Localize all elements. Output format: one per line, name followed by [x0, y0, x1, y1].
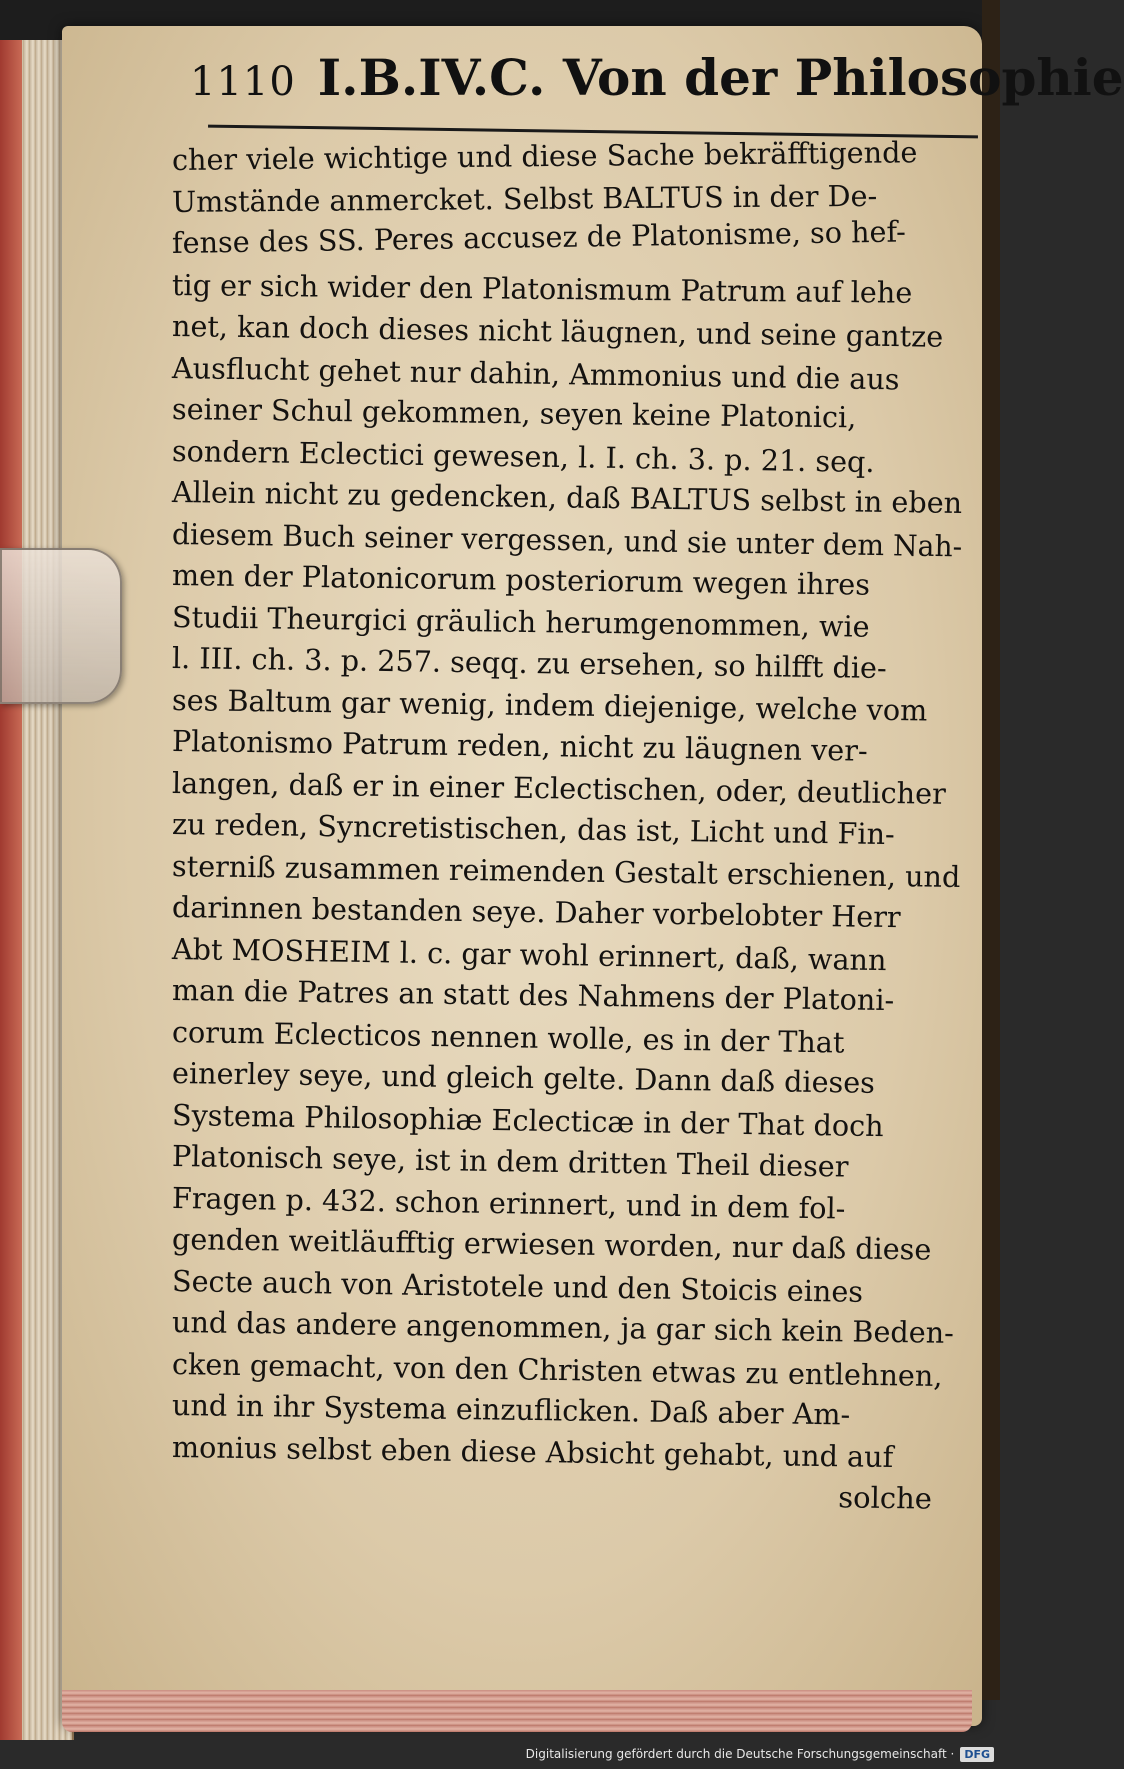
text-line: Abt MOSHEIM l. c. gar wohl erinnert, daß, wann [171, 931, 887, 977]
text-line: net, kan doch dieses nicht läugnen, und seine gantze [171, 309, 944, 354]
credit-text: Digitalisierung gefördert durch die Deutsche Forschungsgemeinschaft · [525, 1747, 955, 1761]
text-line: sterniß zusammen reimenden Gestalt erschienen, und [171, 848, 961, 894]
text-line: tig er sich wider den Platonismum Patrum auf lehe [171, 267, 913, 310]
digitization-credit [526, 1741, 994, 1767]
text-line: und das andere angenommen, ja gar sich kein Beden- [171, 1305, 955, 1350]
body-text [171, 135, 972, 1516]
text-line: darinnen bestanden seye. Daher vorbelobter Herr [171, 890, 901, 935]
text-line: Fragen p. 432. schon erinnert, und in dem fol- [171, 1180, 846, 1226]
text-line: und in ihr Systema einzuflicken. Daß aber Am- [171, 1388, 851, 1432]
book-page-edges-bottom [62, 1690, 972, 1732]
running-header [190, 48, 1124, 126]
text-line: man die Patres an statt des Nahmens der Platoni- [171, 973, 895, 1018]
text-line: einerley seye, und gleich gelte. Dann daß dieses [171, 1056, 876, 1100]
text-line: genden weitläufftig erwiesen worden, nur daß diese [171, 1222, 932, 1267]
text-line: cken gemacht, von den Christen etwas zu entlehnen, [171, 1346, 943, 1393]
text-line: Ausflucht gehet nur dahin, Ammonius und die aus [171, 350, 900, 396]
page-number: 1110 [190, 59, 296, 105]
text-line: solche [838, 1480, 933, 1516]
text-line: corum Eclecticos nennen wolle, es in der That [171, 1014, 845, 1060]
text-line: fense des SS. Peres accusez de Platonisme, so hef- [171, 214, 907, 260]
text-line: Systema Philosophiæ Eclecticæ in der That doch [171, 1097, 884, 1143]
text-line: Studii Theurgici gräulich herumgenommen, wie [171, 599, 870, 644]
text-line: cher viele wichtige und diese Sache bekräfftigende [171, 135, 918, 177]
text-line: diesem Buch seiner vergessen, und sie unter dem Nah- [171, 516, 963, 563]
text-line: zu reden, Syncretistischen, das ist, Licht und Fin- [171, 807, 895, 852]
text-line: Platonisch seye, ist in dem dritten Theil dieser [171, 1139, 849, 1184]
text-line: Umstände anmercket. Selbst BALTUS in der De- [171, 178, 878, 219]
text-line: men der Platonicorum posteriorum wegen ihres [171, 558, 871, 602]
text-line: Secte auch von Aristotele und den Stoicis eines [171, 1263, 864, 1309]
text-line: sondern Eclectici gewesen, l. I. ch. 3. p. 21. seq. [171, 433, 875, 479]
book-spine-right [982, 0, 1000, 1700]
page-holder-clip [0, 548, 122, 704]
text-line: l. III. ch. 3. p. 257. seqq. zu ersehen, so hilfft die- [171, 641, 887, 685]
running-title: I.B.IV.C. Von der Philosophie [317, 48, 1124, 107]
text-line: monius selbst eben diese Absicht gehabt, und auf [171, 1429, 894, 1474]
text-line: ses Baltum gar wenig, indem diejenige, welche vom [171, 682, 928, 728]
text-line: Platonismo Patrum reden, nicht zu läugnen ver- [171, 724, 868, 768]
text-line: Allein nicht zu gedencken, daß BALTUS selbst in eben [171, 475, 963, 521]
text-line: langen, daß er in einer Eclectischen, oder, deutlicher [171, 765, 947, 811]
text-line: seiner Schul gekommen, seyen keine Platonici, [171, 392, 857, 435]
dfg-logo: DFG [960, 1747, 994, 1762]
